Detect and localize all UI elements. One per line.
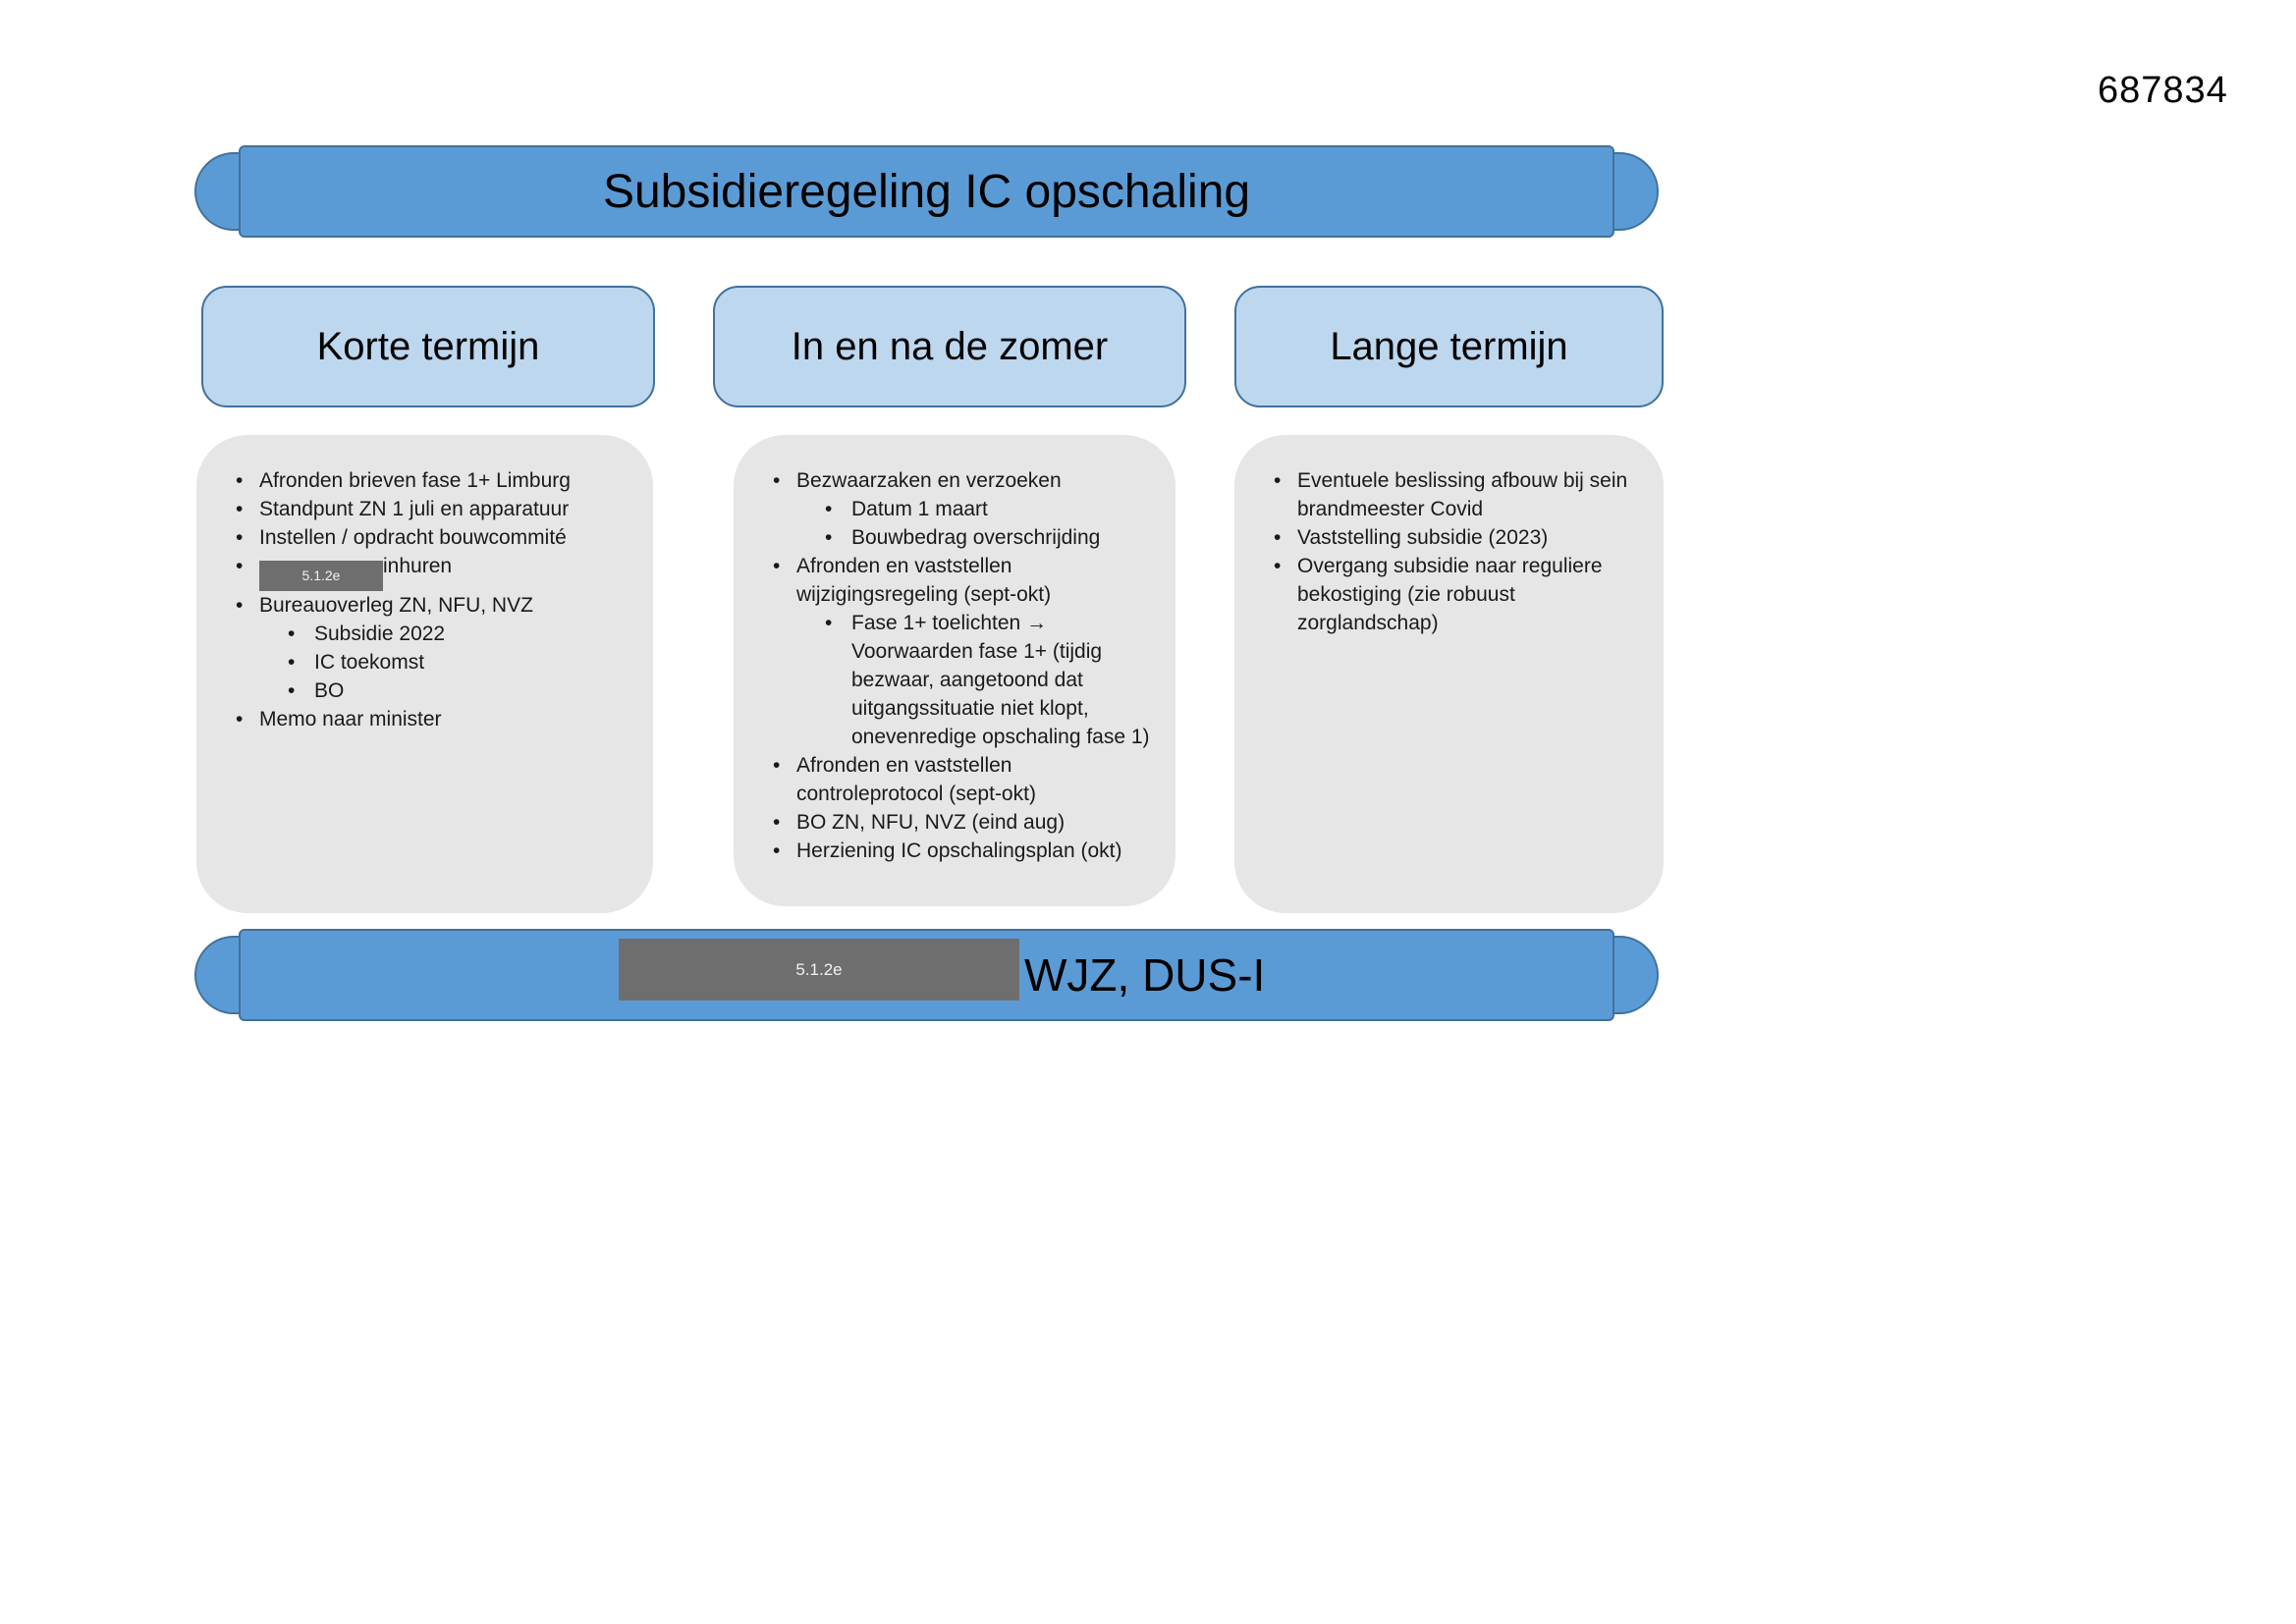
list-item: • Standpunt ZN 1 juli en apparatuur	[230, 495, 635, 523]
list-item: • Afronden brieven fase 1+ Limburg	[230, 466, 635, 495]
list-item: • Bureauoverleg ZN, NFU, NVZ	[230, 591, 635, 620]
bullet-list	[1234, 435, 1664, 637]
footer-label: WJZ, DUS-I	[1024, 949, 1266, 1001]
list-item: • Overgang subsidie naar reguliere bekostiging (zie robuust zorglandschap)	[1268, 552, 1646, 637]
list-item: • Datum 1 maart	[817, 495, 1158, 523]
header-lange-termijn: Lange termijn	[1234, 286, 1664, 407]
list-item: • BO	[280, 677, 635, 705]
redaction-box: 5.1.2e	[259, 561, 383, 591]
list-item: • Memo naar minister	[230, 705, 635, 733]
list-item: • Fase 1+ toelichten → Voorwaarden fase 1+ (tijdig bezwaar, aangetoond dat uitgangssituatie niet klopt, onevenredige opschaling fase 1)	[817, 609, 1158, 751]
list-item: • BO ZN, NFU, NVZ (eind aug)	[767, 808, 1158, 837]
list-item: • Afronden en vaststellen wijzigingsregeling (sept-okt)	[767, 552, 1158, 609]
content-lange-termijn	[1234, 435, 1664, 913]
content-korte-termijn	[196, 435, 653, 913]
footer-banner	[194, 929, 1659, 1021]
list-item: • Subsidie 2022	[280, 620, 635, 648]
title-banner	[194, 145, 1659, 238]
list-item: • 5.1.2e inhuren	[230, 552, 635, 591]
list-item: • IC toekomst	[280, 648, 635, 677]
document-number: 687834	[2098, 70, 2228, 111]
list-item: • Eventuele beslissing afbouw bij sein brandmeester Covid	[1268, 466, 1646, 523]
list-item: • Afronden en vaststellen controleprotocol (sept-okt)	[767, 751, 1158, 808]
page-title: Subsidieregeling IC opschaling	[602, 165, 1251, 218]
bullet-list	[196, 435, 653, 733]
list-item: • Vaststelling subsidie (2023)	[1268, 523, 1646, 552]
content-in-en-na-de-zomer	[734, 435, 1175, 906]
redaction-box: 5.1.2e	[619, 939, 1019, 1001]
bullet-list	[734, 435, 1175, 865]
header-korte-termijn: Korte termijn	[201, 286, 655, 407]
list-item: • Herziening IC opschalingsplan (okt)	[767, 837, 1158, 865]
list-item: • Instellen / opdracht bouwcommité	[230, 523, 635, 552]
list-item: • Bouwbedrag overschrijding	[817, 523, 1158, 552]
list-item: • Bezwaarzaken en verzoeken	[767, 466, 1158, 495]
header-in-en-na-de-zomer: In en na de zomer	[713, 286, 1186, 407]
